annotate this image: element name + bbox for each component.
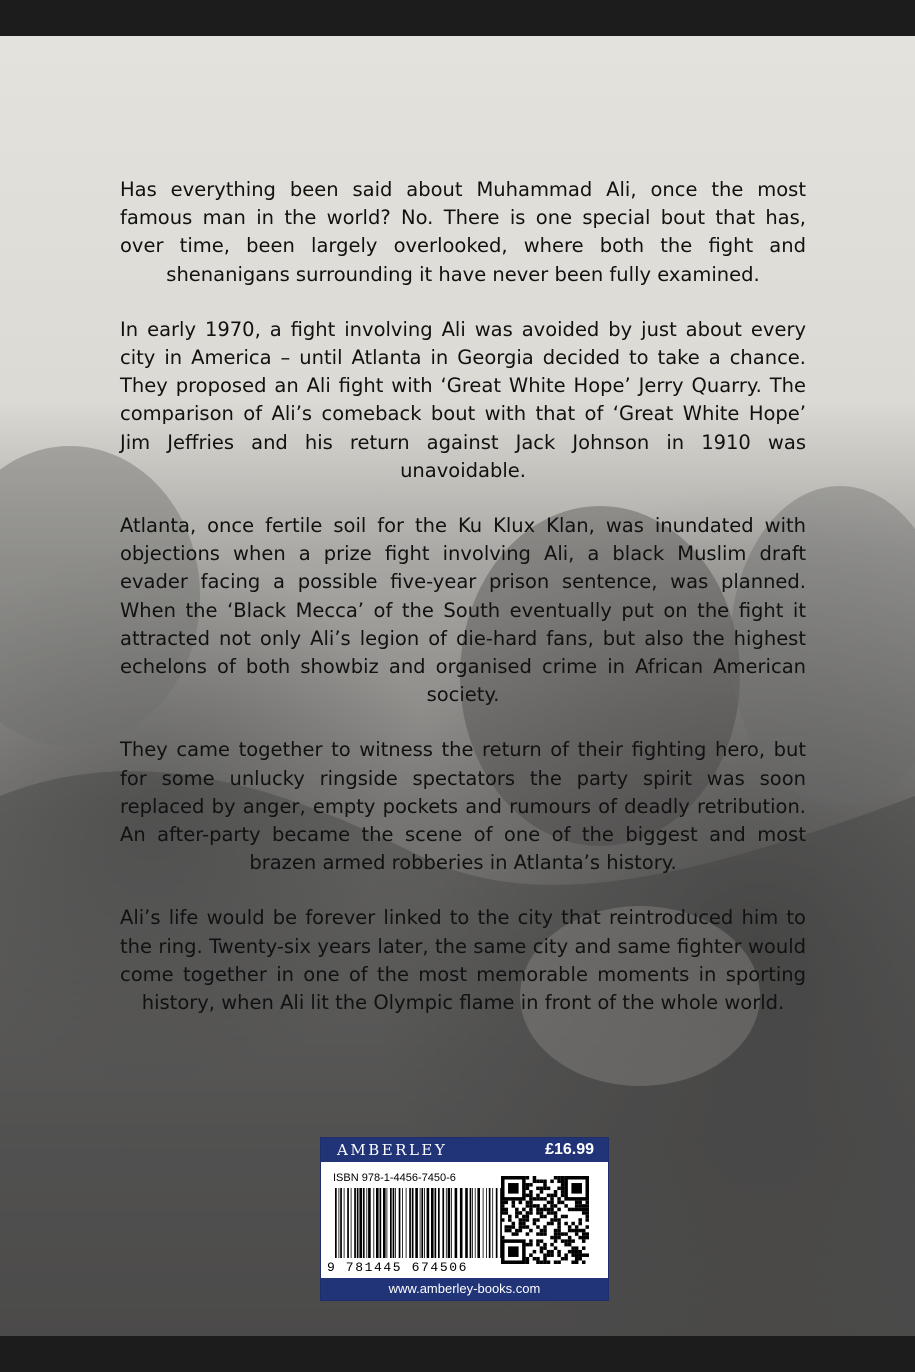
qr-code-image — [501, 1176, 589, 1264]
blurb-paragraph-1: Has everything been said about Muhammad Ali, once the most famous man in the world? No. There is one special bout that has, over time, been largely overlooked, where both the fight and shenanigans surrounding it have never been fully examined. — [120, 178, 806, 286]
blurb-text — [120, 176, 806, 1044]
website-url[interactable]: www.amberley-books.com — [321, 1278, 608, 1300]
publisher-bar — [321, 1138, 608, 1162]
blurb-paragraph-2: In early 1970, a fight involving Ali was avoided by just about every city in America – until Atlanta in Georgia decided to take a chance. They proposed an Ali fight with ‘Great White Hope’ Jerry Quarry. The comparison of Ali’s comeback bout with that of ‘Great White Hope’ Jim Jeffries and his return against Jack Johnson in 1910 was unavoidable. — [120, 317, 806, 482]
price: £16.99 — [545, 1141, 594, 1158]
barcode-box — [320, 1137, 609, 1301]
barcode-image — [333, 1188, 505, 1258]
back-cover — [0, 36, 915, 1336]
isbn-text: ISBN 978-1-4456-7450-6 — [333, 1172, 456, 1184]
publisher-name: AMBERLEY — [337, 1141, 448, 1159]
ean-digits: 9 781445 674506 — [327, 1260, 469, 1275]
blurb-paragraph-3: Atlanta, once fertile soil for the Ku Klux Klan, was inundated with objections when a prize fight involving Ali, a black Muslim draft evader facing a possible five-year prison sentence, was planned. When the ‘Black Mecca’ of the South eventually put on the fight it attracted not only Ali’s legion of die-hard fans, but also the highest echelons of both showbiz and organised crime in African American society. — [120, 514, 806, 707]
blurb-paragraph-4: They came together to witness the return of their fighting hero, but for some unlucky ringside spectators the party spirit was soon replaced by anger, empty pockets and rumours of deadly retribution. An after-party became the scene of one of the biggest and most brazen armed robberies in Atlanta’s history. — [120, 738, 806, 875]
blurb-paragraph-5: Ali’s life would be forever linked to the city that reintroduced him to the ring. Twenty-six years later, the same city and same fighter would come together in one of the most memorable moments in sporting history, when Ali lit the Olympic flame in front of the whole world. — [120, 906, 806, 1015]
